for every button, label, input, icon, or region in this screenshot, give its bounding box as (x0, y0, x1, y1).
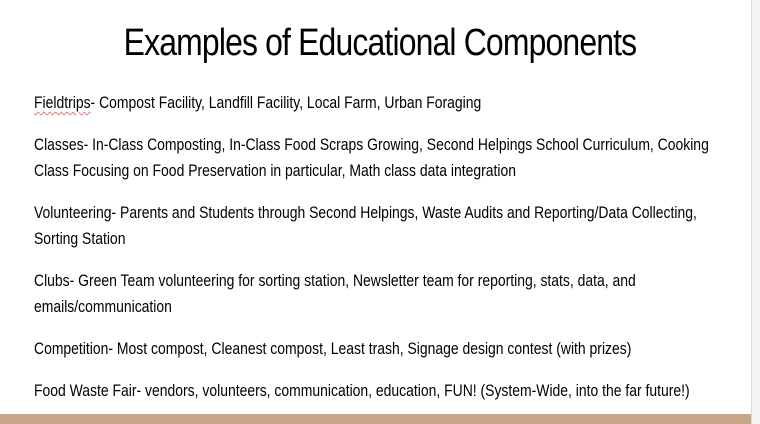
slide-title: Examples of Educational Components (123, 22, 637, 64)
list-item-clubs: Clubs- Green Team volunteering for sorting station, Newsletter team for reporting, stats, data, and emails/communication (34, 271, 636, 316)
window-edge (751, 0, 760, 424)
list-item-food-waste-fair: Food Waste Fair- vendors, volunteers, communication, education, FUN! (System-Wide, into the far future!) (34, 381, 690, 400)
spellcheck-word: Fieldtrips (34, 93, 91, 112)
list-item-classes: Classes- In-Class Composting, In-Class Food Scraps Growing, Second Helpings School Curriculum, Cooking Class Focusing on Food Preservation in particular, Math class data integration (34, 135, 709, 180)
list-item-competition: Competition- Most compost, Cleanest compost, Least trash, Signage design contest (with prizes) (34, 339, 632, 358)
slide-body (34, 90, 724, 420)
list-item-text: - Compost Facility, Landfill Facility, Local Farm, Urban Foraging (90, 93, 482, 112)
accent-bar (0, 414, 752, 424)
list-item-volunteering: Volunteering- Parents and Students through Second Helpings, Waste Audits and Reporting/Data Collecting, Sorting Station (34, 203, 697, 248)
list-item-fieldtrips (34, 90, 724, 116)
